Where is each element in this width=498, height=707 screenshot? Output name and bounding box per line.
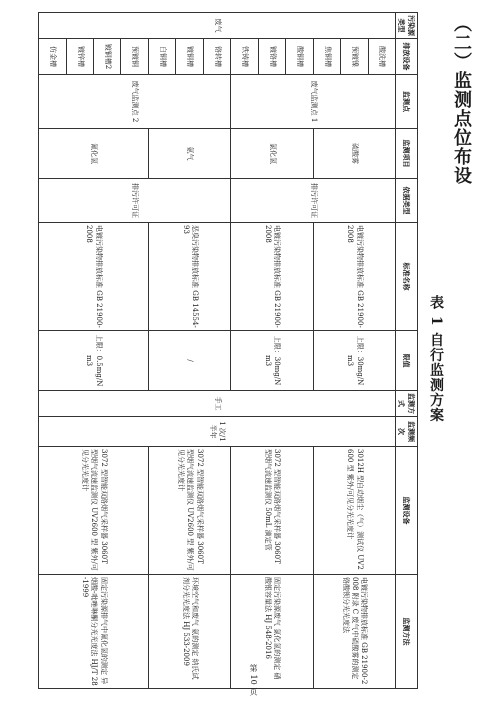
header-cell: 监测点 bbox=[396, 75, 418, 129]
equipment-cell: 3012H 型自动烟尘（气）测试仪 UV2600 型 紫外/可见分光光度计 bbox=[313, 447, 395, 575]
header-cell: 限值 bbox=[396, 331, 418, 391]
method-cell: 手工 bbox=[39, 391, 396, 417]
analysis-cell: 电镀污染物排放标准 GB 21900-2008 附录 C 废气中硫酸雾的测定 铬酸钡分光光度法 bbox=[313, 575, 395, 689]
table-row bbox=[368, 13, 395, 689]
device-cell: 铁铸槽 bbox=[231, 39, 258, 75]
header-cell: 监测频次 bbox=[396, 417, 418, 447]
page-number: 第 10 页 bbox=[249, 664, 258, 696]
device-cell: 镀锌槽 bbox=[66, 39, 93, 75]
device-cell: 镀铜槽2 bbox=[94, 39, 121, 75]
device-cell: 焦铜槽 bbox=[313, 39, 340, 75]
header-cell: 依据类型 bbox=[396, 179, 418, 223]
limit-cell: / bbox=[148, 331, 230, 391]
header-row bbox=[396, 13, 418, 689]
table-row bbox=[203, 13, 230, 689]
equipment-cell: 3072 型智能双路烟气采样器 3060T 型烟气流速监测仪 UV2600 型 紫外/可见分光光度计 bbox=[39, 447, 149, 575]
device-cell: 预镀铜 bbox=[121, 39, 148, 75]
header-cell: 污染源类型 bbox=[396, 13, 418, 39]
header-cell: 监测方法 bbox=[396, 575, 418, 689]
point-cell: 废气监测点 2 bbox=[39, 75, 231, 129]
equipment-cell: 3072 型智能双路烟气采样器 3060T 型烟气流速监测仪 UV2600 型 紫外/可见分光光度计 bbox=[148, 447, 230, 575]
device-cell: 酸铜槽 bbox=[286, 39, 313, 75]
device-cell: 铬转槽 bbox=[203, 39, 230, 75]
analysis-cell: 固定污染源废气 氯化氢的测定 硝酸银容量法 HJ 548-2016 bbox=[231, 575, 313, 689]
category-cell: 废气 bbox=[39, 13, 396, 39]
item-cell: 氨气 bbox=[148, 129, 230, 179]
header-cell: 标准名称 bbox=[396, 223, 418, 331]
analysis-cell: 固定污染源排气中氰化氢的测定 异烟酸-吡唑啉酮分光光度法 HJ/T 28-1999 bbox=[39, 575, 149, 689]
basis-cell: 排污许可证 bbox=[39, 179, 231, 223]
device-cell: 预镀镍 bbox=[341, 39, 368, 75]
header-cell: 监测方式 bbox=[396, 391, 418, 417]
analysis-cell: 环境空气和废气 氨的测定 纳氏试剂分光光度法 HJ 533-2009 bbox=[148, 575, 230, 689]
limit-cell: 上限：0.5mg/Nm3 bbox=[39, 331, 149, 391]
standard-cell: 电镀污染物排放标准 GB 21900-2008 bbox=[231, 223, 313, 331]
header-cell: 监测设备 bbox=[396, 447, 418, 575]
standard-cell: 电镀污染物排放标准 GB 21900-2008 bbox=[39, 223, 149, 331]
monitoring-table-wrapper bbox=[38, 12, 418, 688]
point-cell: 废气监测点 1 bbox=[231, 75, 396, 129]
standard-cell: 电镀污染物排放标准 GB 21900-2008 bbox=[313, 223, 395, 331]
header-cell: 排放设备 bbox=[396, 39, 418, 75]
table-title: 表 1 自行监测方案 bbox=[428, 295, 444, 423]
device-cell: 镀铜槽 bbox=[176, 39, 203, 75]
item-cell: 硫酸雾 bbox=[313, 129, 395, 179]
item-cell: 氰化氢 bbox=[39, 129, 149, 179]
freq-cell: 1 次/1 半年 bbox=[39, 417, 396, 447]
limit-cell: 上限：30mg/Nm3 bbox=[313, 331, 395, 391]
device-cell: 镀铬槽 bbox=[258, 39, 285, 75]
basis-cell: 排污许可证 bbox=[231, 179, 396, 223]
equipment-cell: 3072 型智能双路烟气采样器 3060T 型烟气流速监测仪 50mL 滴定管 bbox=[231, 447, 313, 575]
item-cell: 氯化氢 bbox=[231, 129, 313, 179]
limit-cell: 上限：30mg/Nm3 bbox=[231, 331, 313, 391]
header-cell: 监测项目 bbox=[396, 129, 418, 179]
device-cell: 仿金槽 bbox=[39, 39, 67, 75]
device-cell: 酸洗槽 bbox=[368, 39, 395, 75]
monitoring-plan-table bbox=[38, 12, 418, 689]
device-cell: 白铜槽 bbox=[148, 39, 175, 75]
section-heading: （二）监测点位布设 bbox=[451, 14, 472, 185]
standard-cell: 恶臭污染物排放标准 GB 14554-93 bbox=[148, 223, 230, 331]
